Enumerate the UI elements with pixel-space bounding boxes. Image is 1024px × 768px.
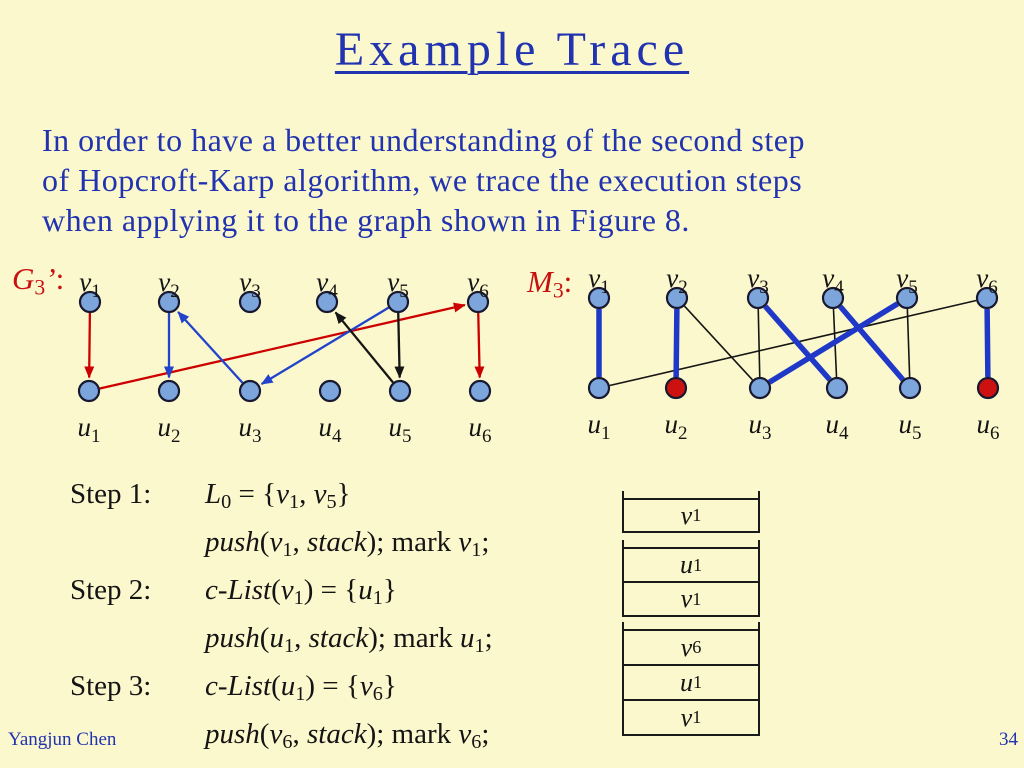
node-label-v4: $v_4$ xyxy=(822,263,844,298)
graph-edge-u3-v2 xyxy=(178,312,243,383)
graph-node-u5 xyxy=(390,381,410,401)
intro-paragraph xyxy=(42,120,992,240)
text-segment: 1 xyxy=(288,491,300,514)
text-segment: ( xyxy=(271,670,281,703)
node-label-u5: $u_5$ xyxy=(388,412,412,447)
stack-cell xyxy=(624,629,758,664)
text-segment: v xyxy=(680,584,693,613)
graph-edge-v1-u1 xyxy=(89,313,90,378)
node-label-u6: $u_6$ xyxy=(976,409,1000,444)
text-segment: ; xyxy=(481,718,490,751)
slide-title xyxy=(0,22,1024,77)
text-segment: ) = { xyxy=(305,670,360,703)
node-label-v5: $v_5$ xyxy=(387,267,409,302)
text-segment: 6 xyxy=(372,683,383,706)
text-segment: v xyxy=(680,632,693,662)
text-segment: stack xyxy=(306,526,367,559)
text-segment: ); mark xyxy=(366,718,459,751)
text-segment: } xyxy=(336,478,351,510)
text-segment: v xyxy=(680,500,693,530)
graph-edge-v6-u6 xyxy=(478,313,479,378)
text-segment: u xyxy=(280,670,296,703)
node-label-u4: $u_4$ xyxy=(318,412,342,447)
graph-edge-v6-u1 xyxy=(610,300,977,385)
node-label-u6: $u_6$ xyxy=(468,412,492,447)
text-segment: 1 xyxy=(293,587,304,610)
node-label-v3: $v_3$ xyxy=(239,267,261,302)
graph-node-u2 xyxy=(666,378,686,398)
text-segment: v xyxy=(458,526,472,559)
text-segment: v xyxy=(269,526,283,559)
node-label-v3: $v_3$ xyxy=(747,263,769,298)
stack-diagram-1 xyxy=(622,491,760,533)
stack-diagram-2 xyxy=(622,540,760,617)
graph-edge-v5-u5 xyxy=(398,313,399,378)
graph-edge-v2-u3 xyxy=(684,306,752,380)
graph-node-u3 xyxy=(240,381,260,401)
step-line xyxy=(205,618,493,666)
text-segment: 1 xyxy=(283,635,295,658)
text-segment: ) = { xyxy=(303,574,359,607)
step-row-1 xyxy=(70,474,493,570)
step-label: Step 1: xyxy=(70,478,152,510)
text-segment: u xyxy=(460,622,475,655)
text-segment: 1 xyxy=(282,539,293,562)
text-segment: push xyxy=(205,718,260,751)
graph-edge-v5-u5 xyxy=(907,309,909,377)
page-number: 34 xyxy=(999,729,1018,750)
text-segment: , xyxy=(292,718,307,751)
text-segment: v xyxy=(280,574,294,607)
text-segment: ); mark xyxy=(366,526,459,559)
text-segment: v xyxy=(276,478,289,510)
graph-node-u1 xyxy=(589,378,609,398)
graph-node-u6 xyxy=(470,381,490,401)
stack-diagram-3 xyxy=(622,622,760,736)
text-segment: ( xyxy=(271,574,281,607)
step-line xyxy=(205,474,489,522)
text-segment: 6 xyxy=(282,731,293,754)
node-label-v1: $v_1$ xyxy=(79,267,101,302)
stack-cell xyxy=(624,699,758,734)
node-label-v1: $v_1$ xyxy=(588,263,610,298)
text-segment: u xyxy=(679,667,693,697)
step-row-3 xyxy=(70,666,493,762)
step-line xyxy=(205,522,489,570)
intro-line: of Hopcroft-Karp algorithm, we trace the execution steps xyxy=(42,162,803,198)
text-segment: , xyxy=(299,478,314,510)
G3-prime-layered-graph xyxy=(78,267,492,447)
text-segment: ( xyxy=(259,718,270,751)
graph-node-u6 xyxy=(978,378,998,398)
node-label-u1: $u_1$ xyxy=(587,409,611,444)
text-segment: , xyxy=(292,526,307,559)
graph-edge-v3-u4 xyxy=(765,306,829,379)
step-lines xyxy=(205,570,493,666)
step-lines xyxy=(205,474,489,570)
text-segment: 1 xyxy=(295,683,306,706)
text-segment: , xyxy=(294,622,309,655)
text-segment: 6 xyxy=(471,731,482,754)
text-segment: v xyxy=(458,718,472,751)
step-line xyxy=(205,714,489,762)
text-segment: = { xyxy=(231,478,277,510)
text-segment: 3 xyxy=(552,278,564,303)
node-label-v6: $v_6$ xyxy=(976,263,998,298)
step-lines xyxy=(205,666,489,762)
text-segment: v xyxy=(680,702,693,732)
node-label-v6: $v_6$ xyxy=(467,267,489,302)
stack-cell xyxy=(624,581,758,615)
text-segment: 1 xyxy=(692,707,702,727)
text-segment: 5 xyxy=(326,491,337,514)
text-segment: c-List xyxy=(205,670,272,703)
text-segment: 1 xyxy=(372,587,383,610)
step-line xyxy=(205,666,489,714)
step-label: Step 3: xyxy=(70,670,152,703)
text-segment: push xyxy=(205,526,260,559)
intro-line: when applying it to the graph shown in Figure 8. xyxy=(42,202,690,238)
text-segment: u xyxy=(269,622,284,655)
graph-node-u2 xyxy=(159,381,179,401)
graph-node-u4 xyxy=(827,378,847,398)
node-label-u4: $u_4$ xyxy=(825,409,849,444)
graph-edge-v3-u3 xyxy=(758,309,760,377)
text-segment: 0 xyxy=(221,491,232,514)
node-label-u3: $u_3$ xyxy=(748,409,772,444)
text-segment: stack xyxy=(306,718,367,751)
stack-cell xyxy=(624,547,758,581)
node-label-u5: $u_5$ xyxy=(898,409,922,444)
text-segment: L xyxy=(205,478,222,510)
stack-cell xyxy=(624,664,758,699)
text-segment: ( xyxy=(259,526,270,559)
graph-edge-u1-v6 xyxy=(100,305,465,389)
step-line xyxy=(205,570,493,618)
text-segment: 1 xyxy=(471,539,482,562)
text-segment: ( xyxy=(259,622,270,655)
step-label: Step 2: xyxy=(70,574,152,607)
node-label-v2: $v_2$ xyxy=(666,263,688,298)
M3-matching-graph xyxy=(588,263,1000,444)
text-segment: : xyxy=(563,264,573,299)
graph-node-u5 xyxy=(900,378,920,398)
text-segment: M xyxy=(527,264,553,299)
text-segment: 1 xyxy=(692,505,702,525)
text-segment: u xyxy=(679,550,693,579)
graph-edge-v5-u3 xyxy=(262,308,389,384)
text-segment: 1 xyxy=(692,554,703,575)
text-segment: push xyxy=(205,622,260,655)
text-segment: u xyxy=(358,574,373,607)
node-label-v2: $v_2$ xyxy=(158,267,180,302)
text-segment: stack xyxy=(308,622,369,655)
node-label-u2: $u_2$ xyxy=(664,409,688,444)
text-segment: v xyxy=(269,718,283,751)
footer-author: Yangjun Chen xyxy=(8,729,117,750)
text-segment: 3 xyxy=(34,275,46,300)
text-segment: 6 xyxy=(692,637,702,657)
slide-title-text: Example Trace xyxy=(334,23,690,76)
text-segment: 1 xyxy=(692,672,703,692)
node-label-v5: $v_5$ xyxy=(896,263,918,298)
text-segment: } xyxy=(382,574,397,607)
graph-node-u3 xyxy=(750,378,770,398)
graph-edge-v6-u6 xyxy=(987,309,988,377)
bipartite-graphs-figure xyxy=(0,250,1024,450)
node-label-u3: $u_3$ xyxy=(238,412,262,447)
text-segment: ’ xyxy=(45,261,56,296)
text-segment: ; xyxy=(484,622,493,655)
trace-steps xyxy=(70,474,493,762)
node-label-v4: $v_4$ xyxy=(316,267,338,302)
node-label-u1: $u_1$ xyxy=(77,412,101,447)
text-segment: : xyxy=(55,261,65,296)
text-segment: ; xyxy=(481,526,490,559)
text-segment: ); mark xyxy=(368,622,461,655)
text-segment: 1 xyxy=(474,635,485,658)
graph-edge-v2-u2 xyxy=(676,309,677,377)
graph-node-u1 xyxy=(79,381,99,401)
stack-cell xyxy=(624,498,758,531)
text-segment: v xyxy=(313,478,327,510)
node-label-u2: $u_2$ xyxy=(157,412,181,447)
text-segment: G xyxy=(12,261,35,296)
step-row-2 xyxy=(70,570,493,666)
text-segment: 1 xyxy=(692,588,702,609)
text-segment: c-List xyxy=(205,574,272,607)
text-segment: v xyxy=(359,670,373,703)
graph-node-u4 xyxy=(320,381,340,401)
intro-line: In order to have a better understanding of the second step xyxy=(42,122,805,158)
text-segment: } xyxy=(382,670,397,703)
